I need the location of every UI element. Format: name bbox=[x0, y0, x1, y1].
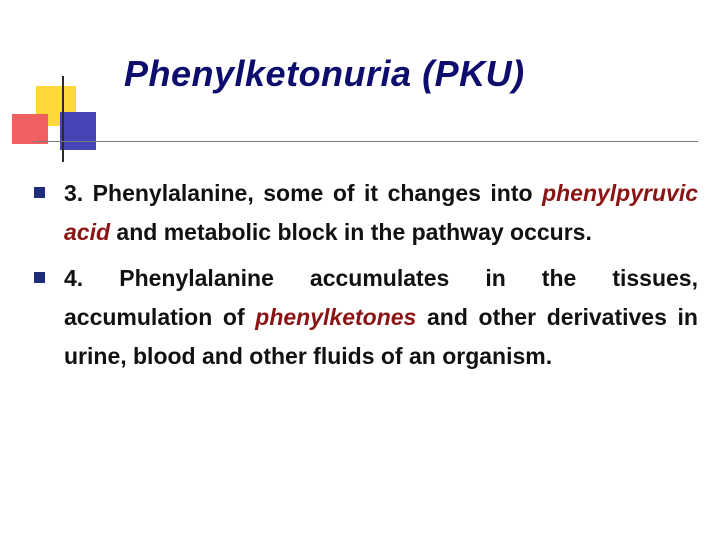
title-underline bbox=[34, 141, 698, 142]
slide-title: Phenylketonuria (PKU) bbox=[124, 53, 525, 94]
blue-square-decoration bbox=[60, 112, 96, 150]
bullet-list bbox=[30, 174, 698, 383]
bullet-text: and other derivatives in urine, blood and other fluids of an organism. bbox=[64, 304, 698, 369]
bullet-text: 3. Phenylalanine, some of it changes into bbox=[64, 180, 543, 206]
red-square-decoration bbox=[12, 114, 48, 144]
bullet-text: 4. Phenylalanine accumulates in the tissues, accumulation of bbox=[64, 265, 698, 330]
highlighted-term: phenylketones bbox=[255, 304, 417, 330]
square-bullet-icon bbox=[34, 187, 45, 198]
bullet-item bbox=[30, 174, 698, 252]
bullet-item bbox=[30, 259, 698, 376]
square-bullet-icon bbox=[34, 272, 45, 283]
highlighted-term: phenylpyruvic acid bbox=[64, 180, 698, 245]
vertical-divider-line bbox=[62, 76, 64, 162]
bullet-text: and metabolic block in the pathway occurs. bbox=[110, 219, 592, 245]
